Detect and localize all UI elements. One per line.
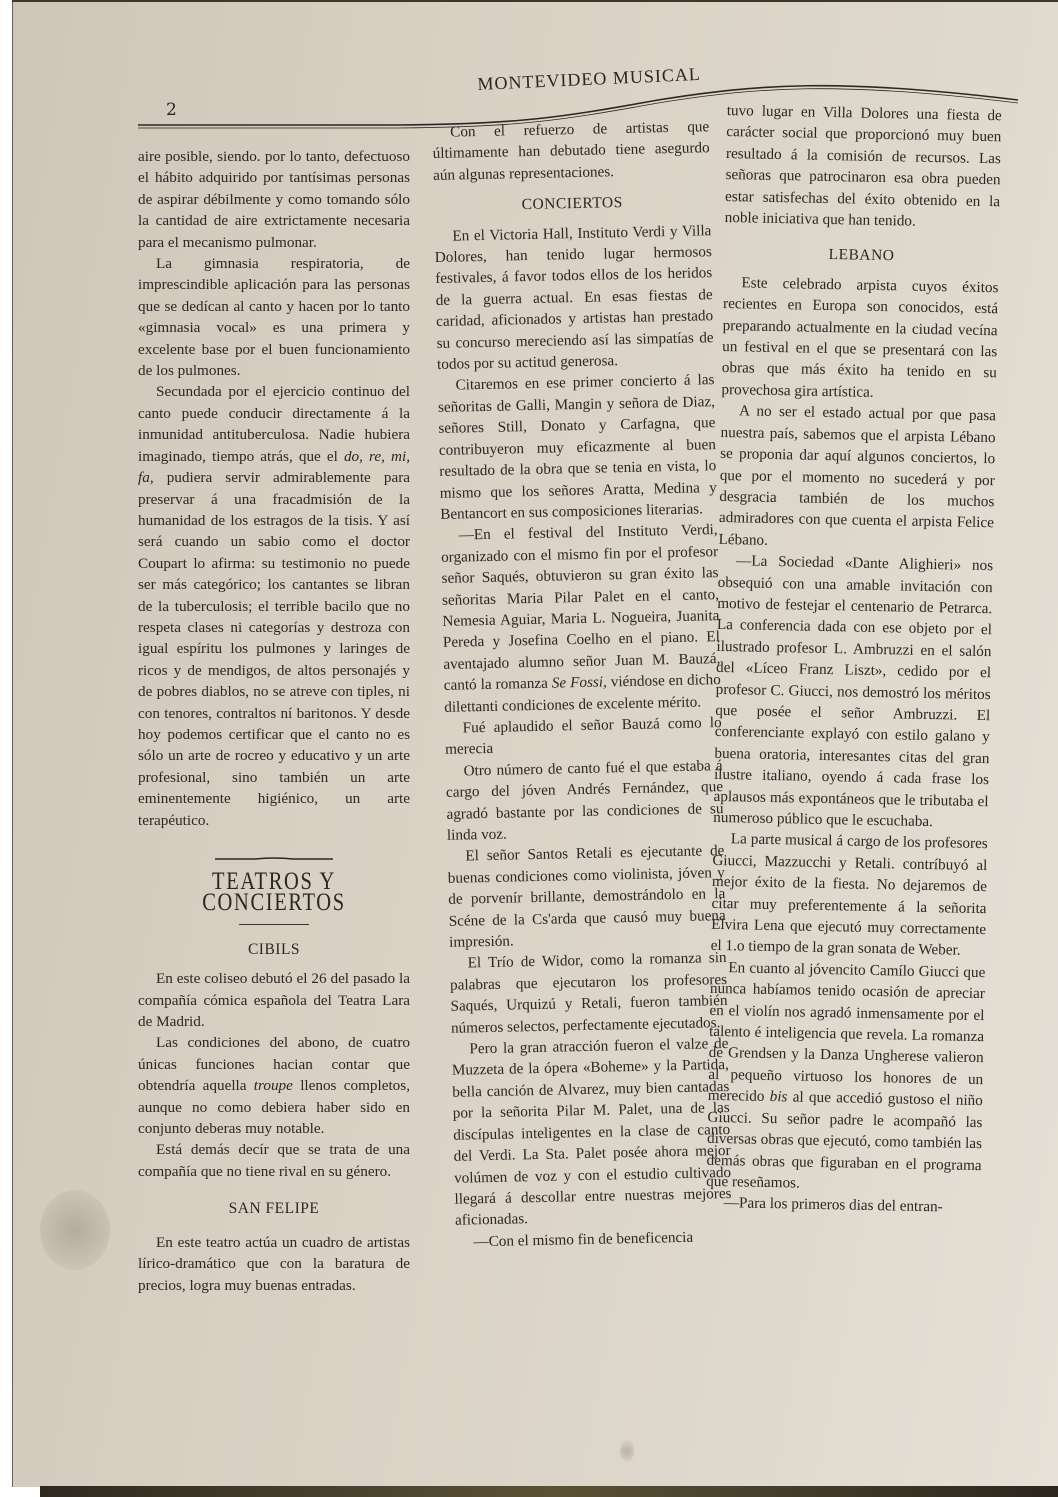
- paragraph: La parte musical á cargo de los profesores Giucci, Mazzucchi y Retali. contríbuyó al mejor éxito de la fiesta. No dejaremos de citar muy preferentemente á la señorita Elvira Lena que ejecutó muy correctamente el 1.o tiempo de la gran sonata de Weber.: [710, 830, 988, 960]
- page-number: 2: [166, 100, 177, 120]
- subheading-lebano: LEBANO: [828, 246, 895, 265]
- paper-stain: [620, 1440, 634, 1462]
- italic-text: troupe: [253, 1077, 293, 1095]
- text-run: En cuanto al jóvencito Camílo Giucci que nunca habíamos tenido ocasión de apreciar en el violín nos agradó inmensamente por el talento é inteligencia que revela. La romanza de Grendsen y la Danza Ungherese valieron al pequeño virtuoso los honores de un merecido: [707, 959, 986, 1106]
- paragraph: En este coliseo debutó el 26 del pasado la compañía cómica española del Teatra Lara de Madrid.: [138, 970, 410, 1031]
- paragraph: La gimnasia respiratoria, de imprescindible aplicación para las personas que se dedícan al canto y hacen por lo tanto «gimnasia vocal» es una primera y excelente base por el buen funcionamiento de los pulmones.: [138, 255, 410, 380]
- paragraph: Citaremos en ese primer concierto á las señoritas de Galli, Mangin y señora de Diaz, señores Still, Donato y Carfagna, que contribuyeron muy eficazmente al buen resultado de la obra que se tenia en vista, lo mismo que los señores Aratta, Medina y Bentancort en sus composiciones literarias.: [437, 371, 717, 523]
- paragraph: Pero la gran atracción fueron el valze de Muzzeta de la ópera «Boheme» y la Partida, bella canción de Alvarez, muy bien cantadas por la señorita Pilar M. Palet, una de las discípulas inteligentes en la clase de canto del Verdi. La Sta. Palet posée ahora mejor volúmen de voz y con el estudio cultivado llegará á descollar entre nuestras mejores aficionadas.: [451, 1035, 732, 1230]
- paragraph: —La Sociedad «Dante Alighieri» nos obsequió con una amable invitación con motivo de festejar el centenario de Petrarca. La conferencia dada con ese objeto por el ilustrado profesor L. Ambruzzi en el salón del «Líceo Franz Liszt», cedido por el profesor C. Giucci, nos demostró los méritos que posée el señor Ambruzzi. El conferenciante explayó con estilo galano y buena oratoria, interesantes citas del gran ilustre italiano, oyendo á cada frase los aplausos más expontáneos que le tributaba el numeroso público que le escuchaba.: [713, 552, 994, 831]
- text-run: pudiera servir admirablemente para preservar á una fracadmisión de la humanidad de los estragos de la tisis. Y así será cuando un sabio como el doctor Coupart lo afirma: su testimonio no puede ser más categórico; los cantantes se libran de la tuberculosis; el terrible bacilo que no respeta clases ni categorías y destroza con igual espíritu los pulmones y laringes de ricos y de mendigos, de altos personajés y de pobres diablos, no se atreve con tiples, ni con tenores, contraltos ní baritonos. Y desde hoy podemos certificar que el canto no es sólo un arte de rocreo y educativo y un arte profesional, sino también un arte eminentemente higiénico, un arte terapéutico.: [138, 469, 410, 829]
- italic-text: do, re, mi, fa,: [138, 447, 410, 487]
- subheading-cibils: CIBILS: [247, 940, 301, 958]
- italic-text: bis: [769, 1088, 788, 1106]
- divider-rule: [239, 924, 309, 925]
- scan-edge-bottom: [40, 1486, 1058, 1497]
- text-run: viéndose en dicho dilettanti condiciones de excelente mérito.: [444, 671, 721, 716]
- paragraph: Está demás decír que se trata de una compañía que no tiene rival en su género.: [138, 1141, 410, 1180]
- paragraph: tuvo lugar en Villa Dolores una fiesta de carácter social que proporcionó muy buen resultado á la comisión de recursos. Las señoras que patrocinaron esa obra pueden estar satisfechas del éxito obtenido en la noble iniciativa que han tenido.: [724, 101, 1002, 230]
- paragraph: [706, 957, 985, 1198]
- column-3: [706, 100, 1002, 1219]
- paragraph: En el Victoria Hall, Instituto Verdi y Villa Dolores, han tenido lugar hermosos festivales, á favor todos ellos de los heridos de la guerra actual. En esas fiestas de caridad, aficionados y artistas han prestado su concurso mereciendo así las simpatías de todos por su actitud generosa.: [434, 221, 714, 374]
- paragraph: El señor Santos Retali es ejecutante de buenas condiciones como violinista, jóven y de porvenír brillante, demostrándolo en la Scéne de la Cs'arda que causó muy buena impresión.: [447, 842, 726, 951]
- paragraph: Este celebrado arpista cuyos éxitos recientes en Europa son conocidos, está preparando actualmente en la ciudad vecína un festival en el que se presentará con las obras que más éxito ha tenido en su provechosa gira artística.: [721, 274, 999, 401]
- paragraph: El Trío de Widor, como la romanza sin palabras que ejecutaron los profesores Saqués, Urquizú y Retali, fueron también números selectos, perfectamente ejecutados.: [449, 949, 728, 1037]
- column-1: [138, 146, 410, 1296]
- paragraph: Con el refuerzo de artistas que últimamente han debutado tiene asegurdo aún algunas representaciones.: [432, 118, 710, 184]
- ornamental-divider: [215, 857, 333, 861]
- paragraph: —Para los primeros dias del entran-: [723, 1194, 943, 1216]
- paragraph: Fué aplaudido el señor Bauzá como lo merecia: [444, 714, 722, 759]
- paragraph: [138, 1032, 410, 1139]
- section-title: TEATROS Y CONCIERTOS: [202, 868, 346, 917]
- subheading-san-felipe: SAN FELIPE: [228, 1200, 320, 1218]
- italic-text: Se Fossi,: [551, 673, 607, 692]
- paragraph: Otro número de canto fué el que estaba á cargo del jóven Andrés Fernández, que agradó bastante por las condiciones de su linda voz.: [445, 756, 724, 844]
- text-run: Secundada por el ejercicio continuo del canto puede conducir directamente á la inmunidad antituberculosa. Nadie hubiera imaginado, tiempo atrás, que el: [138, 383, 410, 465]
- paragraph: aire posible, siendo. por lo tanto, defectuoso el hábito adquirido por tantísimas personas de aspirar débilmente y como tomando sólo la cantidad de aire extrictamente necesaria para el mecanismo pulmonar.: [138, 148, 410, 251]
- text-run: —En el festival del Instituto Verdi, organizado con el mismo fin por el profesor señor Saqués, obtuvieron su gran éxito las señoritas Maria Pilar Palet en el canto, Nemesia Aguiar, Maria L. Nogueira, Juanita Pereda y Josefina Coelho en el piano. El aventajado alumno señor Juan M. Bauzá, cantó la romanza: [440, 521, 721, 695]
- paragraph: [138, 381, 410, 831]
- paragraph: —Con el mismo fin de beneficencia: [473, 1228, 694, 1251]
- paragraph: En este teatro actúa un cuadro de artistas lírico-dramático que con la baratura de precios, logra muy buenas entradas.: [138, 1233, 410, 1294]
- column-2: [432, 116, 733, 1253]
- paragraph: [440, 519, 721, 717]
- text-run: Las condiciones del abono, de cuatro únicas funciones hacian contar que obtendría aquella: [138, 1034, 410, 1095]
- subheading-conciertos: CONCIERTOS: [521, 194, 623, 214]
- text-run: al que accedió gustoso el niño Giucci. Su señor padre le acompañó las diversas obras que ejecutó, como también las demás obras que figuraban en el programa que reseñamos.: [706, 1088, 983, 1192]
- paper-stain: [40, 1190, 110, 1270]
- paragraph: A no ser el estado actual por que pasa nuestra país, sabemos que el arpista Lébano se proponia dar aquí algunos conciertos, lo que por el momento no sucederá y por desgracia también de los muchos admiradores con que cuenta el arpista Felice Lébano.: [718, 402, 997, 549]
- masthead-title: MONTEVIDEO MUSICAL: [477, 63, 702, 95]
- text-run: llenos completos, aunque no como debiera haber sido en conjunto deberas muy notable.: [138, 1077, 410, 1138]
